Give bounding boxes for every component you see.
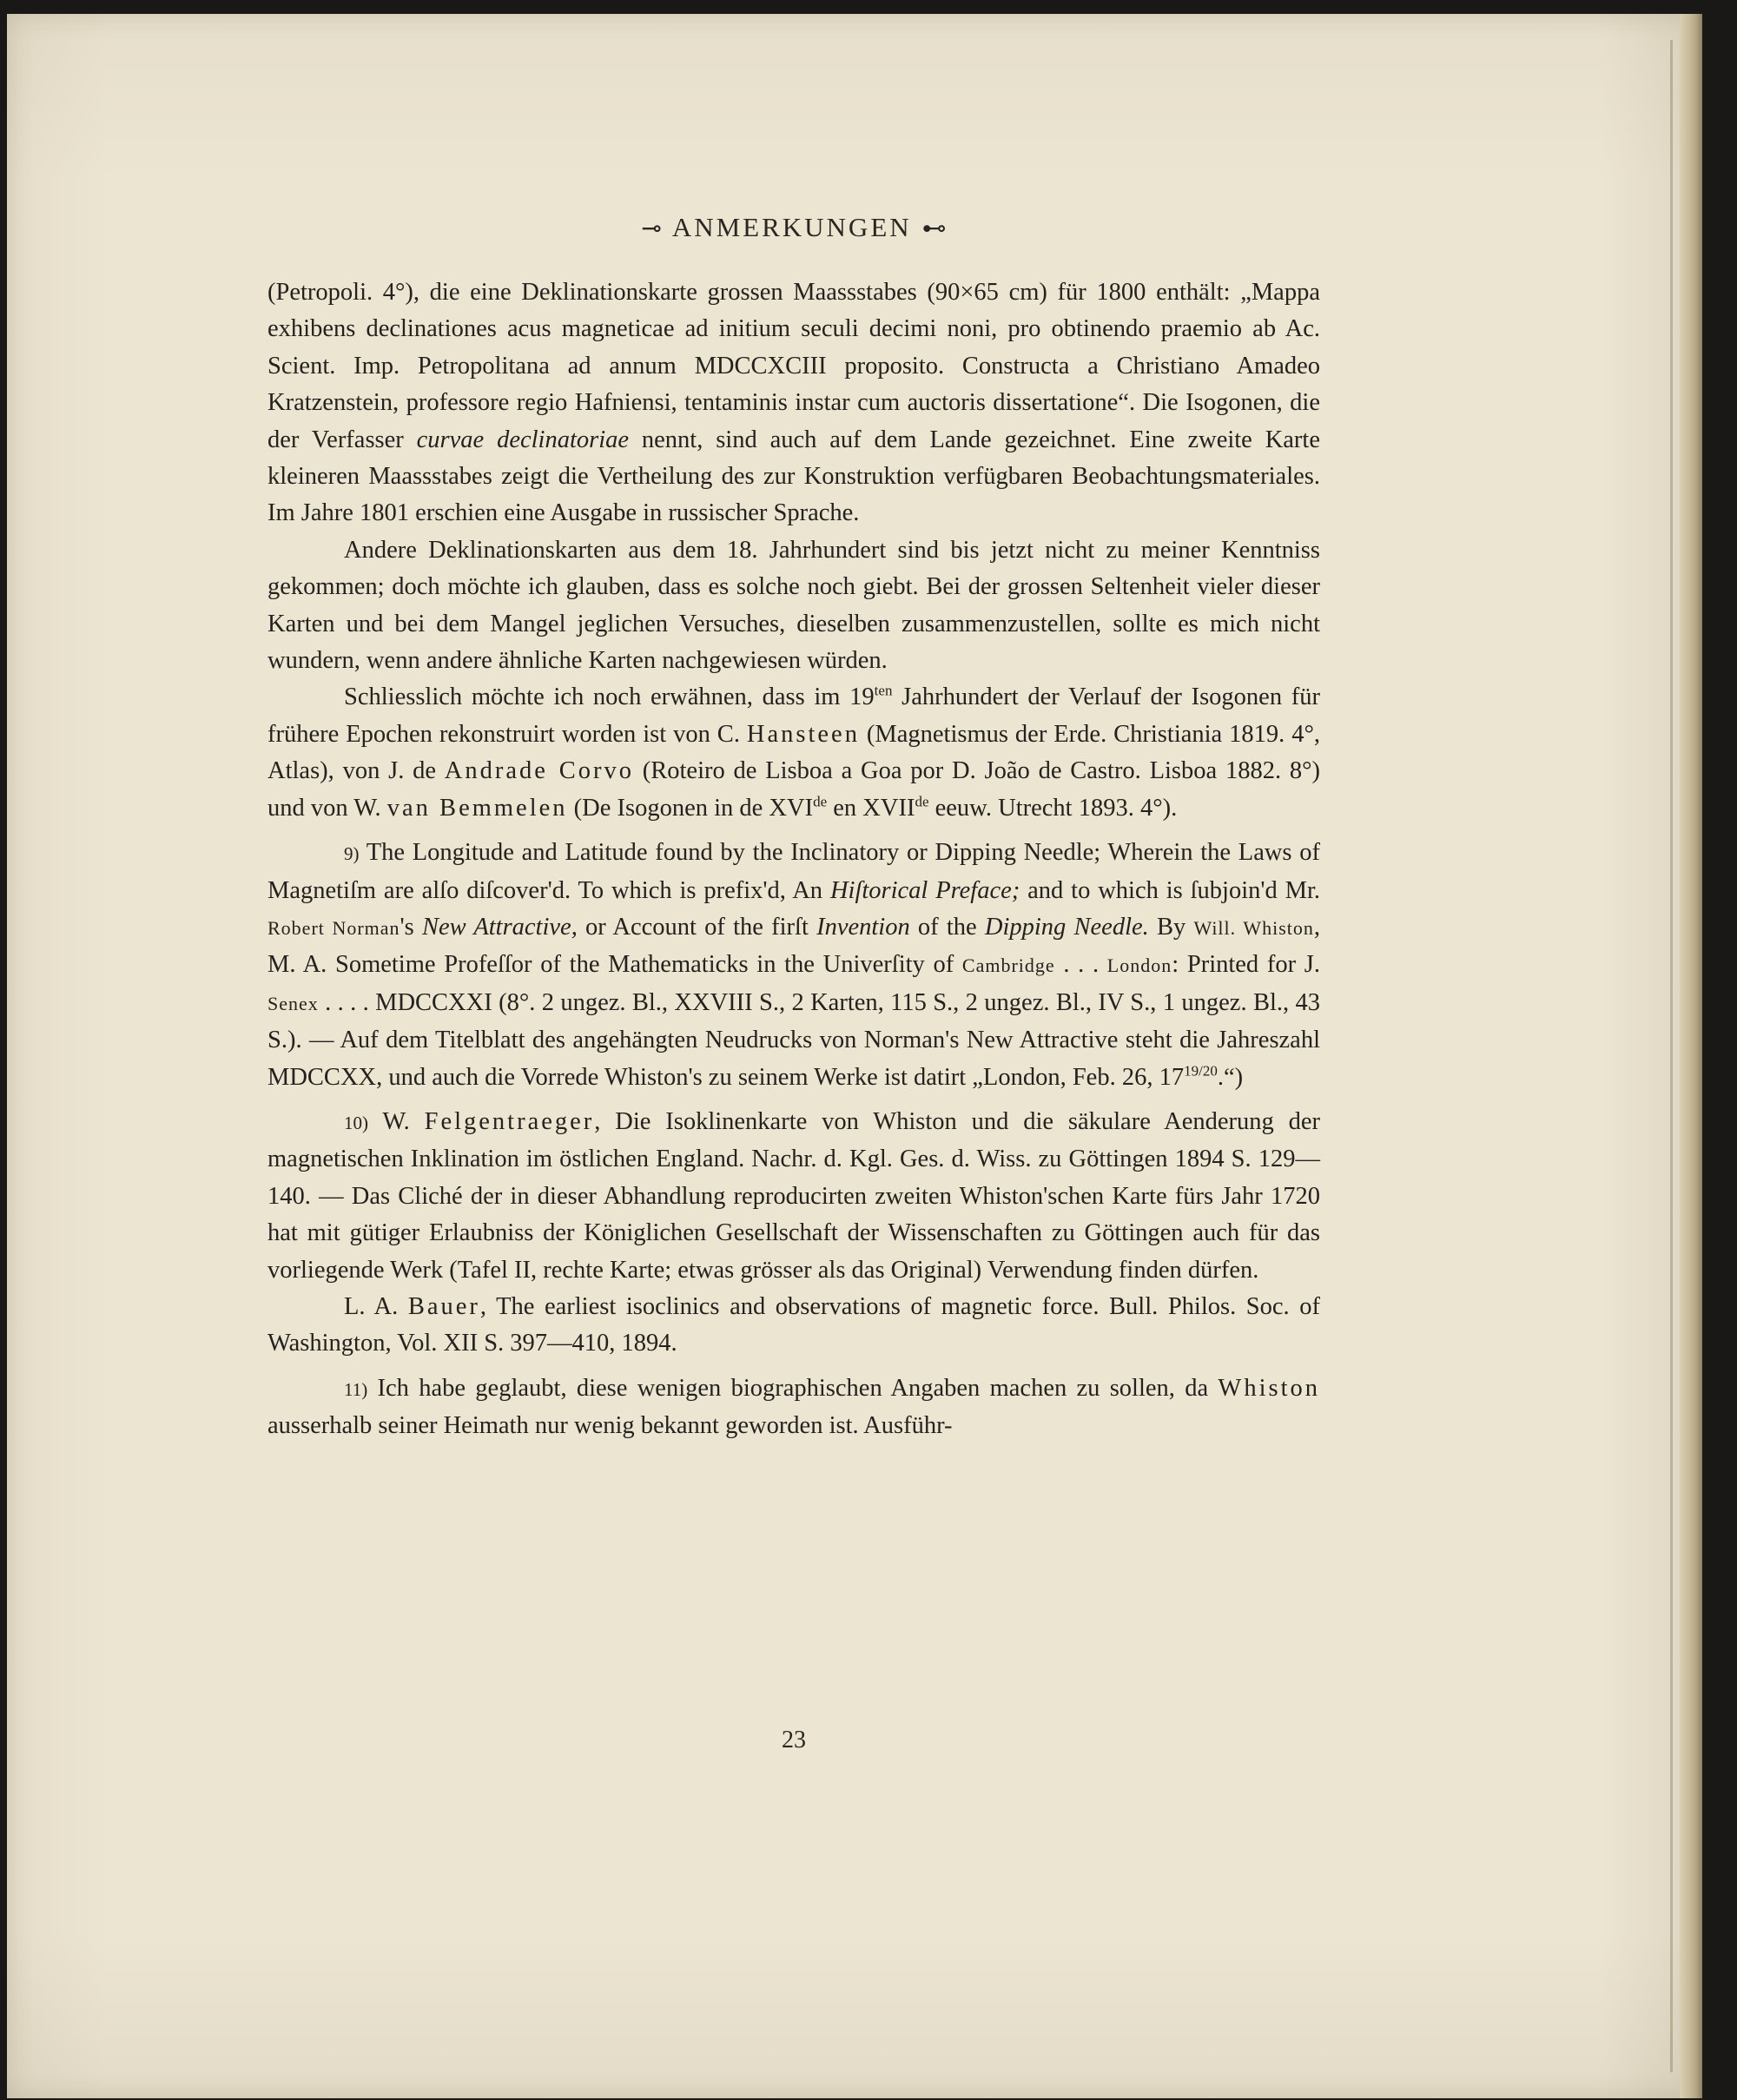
page-edge-line xyxy=(1670,40,1673,2072)
page-header-title: ANMERKUNGEN xyxy=(671,212,912,242)
ornament-right-icon: ⊷ xyxy=(921,214,947,242)
book-page xyxy=(7,14,1702,2098)
running-head xyxy=(7,212,1581,243)
footnote-11: 11) Ich habe geglaubt, diese wenigen biographischen Angaben machen zu sollen, da Whiston ausserhalb seiner Heimath nur wenig bekannt geworden ist. Ausführ- xyxy=(267,1374,1320,1440)
body-text xyxy=(267,274,1320,1445)
footnote-10-addendum: L. A. Bauer, The earliest isoclinics and observations of magnetic force. Bull. Philos. Soc. of Washington, Vol. XII S. 397—410, 1894. xyxy=(267,1292,1320,1357)
ornament-left-icon: ⊸ xyxy=(641,214,662,242)
paragraph-3: Schliesslich möchte ich noch erwähnen, dass im $19^{ten}$ Jahrhundert der Verlauf der Isogonen für frühere Epochen rekonstruirt worden ist von C. Hansteen (Magnetismus der Erde. Christiania 1819. 4°, Atlas), von J. de Andrade Corvo (Roteiro de Lisboa a Goa por D. João de Castro. Lisboa 1882. 8°) und von W. van Bemmelen (De Isogonen in de XVIde en XVIIde eeuw. Utrecht 1893. 4°). xyxy=(267,682,1321,822)
paragraph-1: (Petropoli. 4°), die eine Deklinationskarte grossen Maassstabes (90×65 cm) für 1800 enthält: „Mappa exhibens declinationes acus magneticae ad initium seculi decimi noni, pro obtinendo praemio ab Ac. Scient. Imp. Petropolitana ad annum MDCCXCIII proposito. Constructa a Christiano Amadeo Kratzenstein, professore regio Hafniensi, tentaminis instar cum auctoris dissertatione“. Die Isogonen, die der Verfasser curvae declinatoriae nennt, sind auch auf dem Lande gezeichnet. Eine zweite Karte kleineren Maassstabes zeigt die Vertheilung des zur Konstruktion verfügbaren Beobachtungsmateriales. Im Jahre 1801 erschien eine Ausgabe in russischer Sprache. xyxy=(267,279,1320,527)
paragraph-2: Andere Deklinationskarten aus dem 18. Jahrhundert sind bis jetzt nicht zu meiner Kenntniss gekommen; doch möchte ich glauben, dass es solche noch giebt. Bei der grossen Seltenheit vieler dieser Karten und bei dem Mangel jeglichen Versuches, dieselben zusammenzustellen, sollte es mich nicht wundern, wenn andere ähnliche Karten nachgewiesen würden. xyxy=(267,536,1320,675)
footnote-number: 9) xyxy=(344,843,360,865)
footnote-10: 10) W. Felgentraeger, Die Isoklinenkarte von Whiston und die säkulare Aenderung der magnetischen Inklination im östlichen England. Nachr. d. Kgl. Ges. d. Wiss. zu Göttingen 1894 S. 129—140. — Das Cliché der in dieser Abhandlung reproducirten zweiten Whiston'schen Karte fürs Jahr 1720 hat mit gütiger Erlaubniss der Königlichen Gesellschaft der Wissenschaften zu Göttingen auch für das vorliegende Werk (Tafel II, rechte Karte; etwas grösser als das Original) Verwendung finden dürfen. xyxy=(267,1107,1320,1284)
page-number: 23 xyxy=(782,1727,806,1753)
footnote-9: 9) The Longitude and Latitude found by the Inclinatory or Dipping Needle; Wherein the Laws of Magnetiſm are alſo diſcover'd. To which is prefix'd, An Hiſtorical Preface; and to which is ſubjoin'd Mr. Robert Norman's New Attractive, or Account of the firſt Invention of the Dipping Needle. By Will. Whiston, M. A. Sometime Profeſſor of the Mathematicks in the Univerſity of Cambridge . . . London: Printed for J. Senex . . . . MDCCXXI (8°. 2 ungez. Bl., XXVIII S., 2 Karten, 115 S., 2 ungez. Bl., IV S., 1 ungez. Bl., 43 S.). — Auf dem Titelblatt des angehängten Neudrucks von Norman's New Attractive steht die Jahreszahl MDCCXX, und auch die Vorrede Whiston's zu seinem Werke ist datirt „London, Feb. 26, $17^{19/20}.“$) xyxy=(267,839,1321,1091)
footnote-number: 10) xyxy=(344,1112,368,1133)
page-edge xyxy=(1680,14,1702,2098)
footnote-number: 11) xyxy=(344,1378,368,1400)
